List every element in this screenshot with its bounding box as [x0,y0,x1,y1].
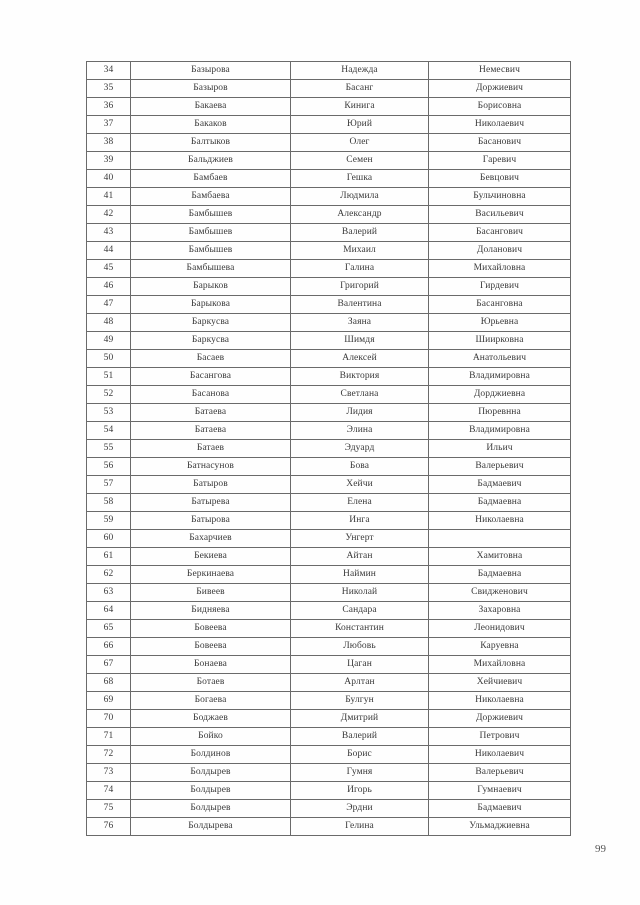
last-name-cell: Басангова [131,368,291,386]
row-number-cell: 59 [87,512,131,530]
patronymic-cell: Доржиевич [429,80,571,98]
last-name-cell: Барыкова [131,296,291,314]
first-name-cell: Лидия [291,404,429,422]
last-name-cell: Болдырев [131,764,291,782]
table-row [87,134,571,152]
last-name-cell: Болдинов [131,746,291,764]
table-row [87,764,571,782]
row-number-cell: 53 [87,404,131,422]
row-number-cell: 45 [87,260,131,278]
last-name-cell: Бойко [131,728,291,746]
row-number-cell: 65 [87,620,131,638]
last-name-cell: Бакаков [131,116,291,134]
patronymic-cell: Валерьевич [429,458,571,476]
first-name-cell: Виктория [291,368,429,386]
row-number-cell: 69 [87,692,131,710]
row-number-cell: 75 [87,800,131,818]
row-number-cell: 74 [87,782,131,800]
first-name-cell: Игорь [291,782,429,800]
row-number-cell: 55 [87,440,131,458]
first-name-cell: Айтан [291,548,429,566]
table-row [87,548,571,566]
patronymic-cell: Шиирковна [429,332,571,350]
last-name-cell: Батырева [131,494,291,512]
table-row [87,656,571,674]
table-row [87,242,571,260]
last-name-cell: Базырова [131,62,291,80]
first-name-cell: Гешка [291,170,429,188]
row-number-cell: 52 [87,386,131,404]
patronymic-cell: Николаевна [429,692,571,710]
patronymic-cell: Бульчиновна [429,188,571,206]
row-number-cell: 56 [87,458,131,476]
row-number-cell: 67 [87,656,131,674]
table-row [87,62,571,80]
first-name-cell: Заяна [291,314,429,332]
last-name-cell: Батаева [131,404,291,422]
last-name-cell: Батаев [131,440,291,458]
patronymic-cell: Каруевна [429,638,571,656]
last-name-cell: Бонаева [131,656,291,674]
row-number-cell: 48 [87,314,131,332]
table-row [87,602,571,620]
row-number-cell: 61 [87,548,131,566]
first-name-cell: Дмитрий [291,710,429,728]
row-number-cell: 62 [87,566,131,584]
row-number-cell: 68 [87,674,131,692]
name-register-table [86,61,571,836]
table-row [87,188,571,206]
last-name-cell: Болдырев [131,800,291,818]
last-name-cell: Беркинаева [131,566,291,584]
first-name-cell: Гелина [291,818,429,836]
table-row [87,494,571,512]
last-name-cell: Батнасунов [131,458,291,476]
patronymic-cell: Бадмаевич [429,800,571,818]
first-name-cell: Олег [291,134,429,152]
row-number-cell: 64 [87,602,131,620]
first-name-cell: Светлана [291,386,429,404]
last-name-cell: Бамбышев [131,224,291,242]
table-row [87,512,571,530]
first-name-cell: Елена [291,494,429,512]
patronymic-cell: Хейчиевич [429,674,571,692]
table-row [87,692,571,710]
row-number-cell: 58 [87,494,131,512]
patronymic-cell: Николаевич [429,116,571,134]
table-row [87,566,571,584]
row-number-cell: 38 [87,134,131,152]
patronymic-cell [429,530,571,548]
patronymic-cell: Гирдевич [429,278,571,296]
table-row [87,638,571,656]
table-row [87,818,571,836]
first-name-cell: Цаган [291,656,429,674]
last-name-cell: Бамбышева [131,260,291,278]
row-number-cell: 37 [87,116,131,134]
patronymic-cell: Бадмаевна [429,494,571,512]
patronymic-cell: Михайловна [429,260,571,278]
first-name-cell: Людмила [291,188,429,206]
row-number-cell: 34 [87,62,131,80]
table-row [87,674,571,692]
patronymic-cell: Басанович [429,134,571,152]
row-number-cell: 76 [87,818,131,836]
last-name-cell: Болдырева [131,818,291,836]
row-number-cell: 51 [87,368,131,386]
table-row [87,440,571,458]
first-name-cell: Эрдни [291,800,429,818]
last-name-cell: Базыров [131,80,291,98]
table-row [87,296,571,314]
row-number-cell: 50 [87,350,131,368]
table-row [87,530,571,548]
last-name-cell: Балтыков [131,134,291,152]
last-name-cell: Батаева [131,422,291,440]
first-name-cell: Константин [291,620,429,638]
first-name-cell: Алексей [291,350,429,368]
table-row [87,260,571,278]
page-number: 99 [595,843,606,855]
row-number-cell: 54 [87,422,131,440]
patronymic-cell: Доланович [429,242,571,260]
patronymic-cell: Николаевна [429,512,571,530]
last-name-cell: Батырова [131,512,291,530]
table-row [87,746,571,764]
patronymic-cell: Васильевич [429,206,571,224]
row-number-cell: 63 [87,584,131,602]
last-name-cell: Барыков [131,278,291,296]
last-name-cell: Басанова [131,386,291,404]
table-row [87,170,571,188]
table-row [87,350,571,368]
first-name-cell: Гумня [291,764,429,782]
first-name-cell: Булгун [291,692,429,710]
first-name-cell: Галина [291,260,429,278]
row-number-cell: 40 [87,170,131,188]
first-name-cell: Валерий [291,728,429,746]
last-name-cell: Ботаев [131,674,291,692]
first-name-cell: Элина [291,422,429,440]
last-name-cell: Баркусва [131,314,291,332]
row-number-cell: 70 [87,710,131,728]
table-row [87,314,571,332]
table-row [87,782,571,800]
row-number-cell: 49 [87,332,131,350]
first-name-cell: Наймин [291,566,429,584]
table-row [87,476,571,494]
first-name-cell: Хейчи [291,476,429,494]
table-row [87,206,571,224]
table-row [87,584,571,602]
first-name-cell: Надежда [291,62,429,80]
row-number-cell: 44 [87,242,131,260]
patronymic-cell: Леонидович [429,620,571,638]
first-name-cell: Юрий [291,116,429,134]
table-row [87,80,571,98]
first-name-cell: Шимдя [291,332,429,350]
patronymic-cell: Валерьевич [429,764,571,782]
last-name-cell: Боджаев [131,710,291,728]
first-name-cell: Валентина [291,296,429,314]
row-number-cell: 71 [87,728,131,746]
row-number-cell: 66 [87,638,131,656]
first-name-cell: Арлтан [291,674,429,692]
first-name-cell: Николай [291,584,429,602]
first-name-cell: Эдуард [291,440,429,458]
patronymic-cell: Владимировна [429,422,571,440]
patronymic-cell: Гаревич [429,152,571,170]
patronymic-cell: Бевцович [429,170,571,188]
patronymic-cell: Пюревнна [429,404,571,422]
first-name-cell: Бова [291,458,429,476]
patronymic-cell: Юрьевна [429,314,571,332]
table-row [87,386,571,404]
patronymic-cell: Ильич [429,440,571,458]
table-row [87,224,571,242]
table-row [87,458,571,476]
last-name-cell: Бекиева [131,548,291,566]
first-name-cell: Михаил [291,242,429,260]
table-row [87,710,571,728]
table-row [87,800,571,818]
row-number-cell: 35 [87,80,131,98]
row-number-cell: 41 [87,188,131,206]
last-name-cell: Бамбаева [131,188,291,206]
table-row [87,98,571,116]
row-number-cell: 42 [87,206,131,224]
first-name-cell: Борис [291,746,429,764]
patronymic-cell: Петрович [429,728,571,746]
table-row [87,728,571,746]
last-name-cell: Бамбышев [131,206,291,224]
last-name-cell: Богаева [131,692,291,710]
patronymic-cell: Свидженович [429,584,571,602]
table-row [87,404,571,422]
last-name-cell: Бакаева [131,98,291,116]
row-number-cell: 72 [87,746,131,764]
table-row [87,620,571,638]
last-name-cell: Бахарчиев [131,530,291,548]
last-name-cell: Батыров [131,476,291,494]
table-row [87,152,571,170]
row-number-cell: 39 [87,152,131,170]
first-name-cell: Любовь [291,638,429,656]
patronymic-cell: Басангович [429,224,571,242]
patronymic-cell: Владимировна [429,368,571,386]
row-number-cell: 57 [87,476,131,494]
patronymic-cell: Бадмаевич [429,476,571,494]
table-row [87,368,571,386]
row-number-cell: 43 [87,224,131,242]
first-name-cell: Сандара [291,602,429,620]
last-name-cell: Басаев [131,350,291,368]
last-name-cell: Бовеева [131,638,291,656]
row-number-cell: 36 [87,98,131,116]
last-name-cell: Бамбышев [131,242,291,260]
patronymic-cell: Доржиевич [429,710,571,728]
first-name-cell: Валерий [291,224,429,242]
first-name-cell: Унгерт [291,530,429,548]
row-number-cell: 73 [87,764,131,782]
patronymic-cell: Анатольевич [429,350,571,368]
first-name-cell: Кинига [291,98,429,116]
first-name-cell: Александр [291,206,429,224]
row-number-cell: 47 [87,296,131,314]
first-name-cell: Басанг [291,80,429,98]
patronymic-cell: Бадмаевна [429,566,571,584]
table-row [87,332,571,350]
table-row [87,278,571,296]
first-name-cell: Инга [291,512,429,530]
patronymic-cell: Немесвич [429,62,571,80]
register-body [87,62,571,836]
row-number-cell: 46 [87,278,131,296]
patronymic-cell: Николаевич [429,746,571,764]
last-name-cell: Баркусва [131,332,291,350]
patronymic-cell: Борисовна [429,98,571,116]
patronymic-cell: Захаровна [429,602,571,620]
last-name-cell: Бовеева [131,620,291,638]
patronymic-cell: Гумнаевич [429,782,571,800]
patronymic-cell: Дорджиевна [429,386,571,404]
last-name-cell: Бидняева [131,602,291,620]
last-name-cell: Бальджиев [131,152,291,170]
patronymic-cell: Басанговна [429,296,571,314]
last-name-cell: Болдырев [131,782,291,800]
last-name-cell: Бивеев [131,584,291,602]
table-row [87,422,571,440]
patronymic-cell: Хамитовна [429,548,571,566]
first-name-cell: Григорий [291,278,429,296]
patronymic-cell: Михайловна [429,656,571,674]
table-row [87,116,571,134]
patronymic-cell: Ульмаджиевна [429,818,571,836]
last-name-cell: Бамбаев [131,170,291,188]
row-number-cell: 60 [87,530,131,548]
first-name-cell: Семен [291,152,429,170]
